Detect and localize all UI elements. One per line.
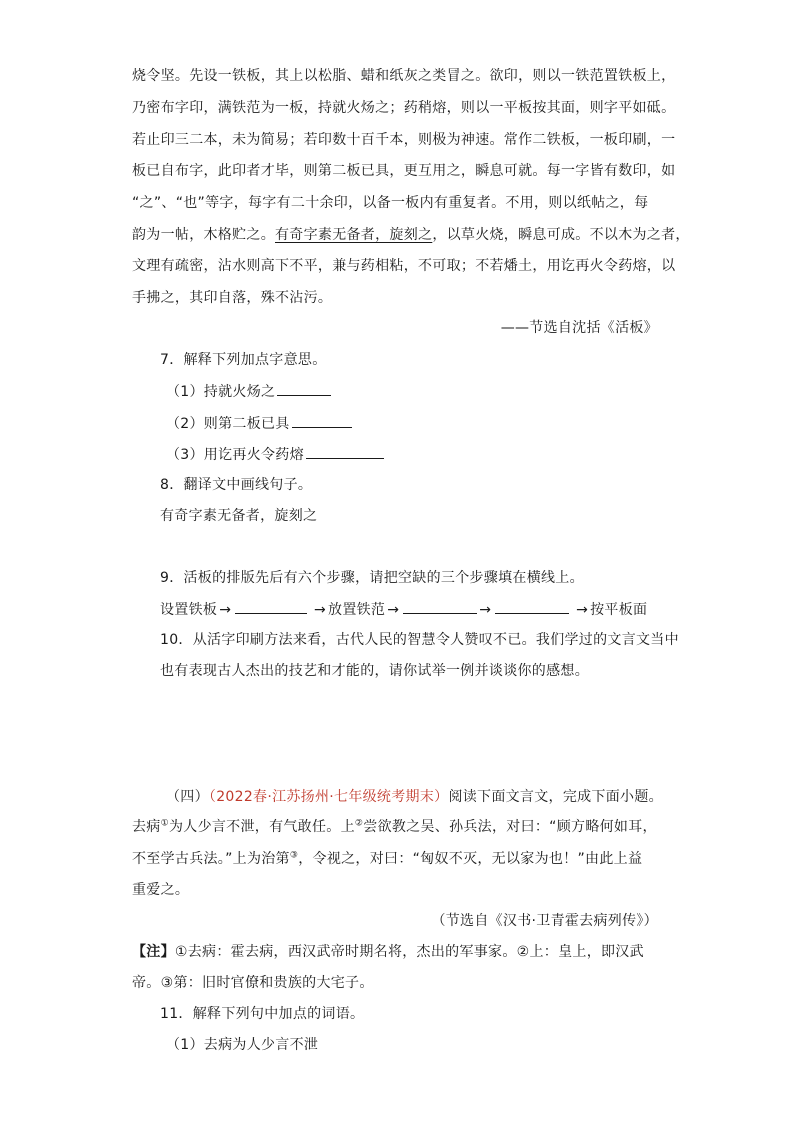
q10-line-2: 也有表现古人杰出的技艺和才能的，请你试举一例并谈谈你的感想。: [160, 663, 589, 679]
footnote-marker: ③: [289, 850, 299, 861]
passage-line-5: “之”、“也”等字，每字有二十余印，以备一板内有重复者。不用，则以纸帖之，每: [132, 195, 649, 211]
passage-line-3: 若止印三二本，未为简易；若印数十百千本，则极为神速。常作二铁板，一板印刷，一: [132, 132, 676, 148]
step-1: 设置铁板: [160, 602, 218, 618]
text: 尝欲教之吴、孙兵法，对曰：“顾方略何如耳，: [363, 819, 657, 835]
step-5-blank[interactable]: [495, 599, 569, 614]
passage-attribution: ——节选自沈括《活板》: [500, 320, 658, 336]
section4-source: （2022春·江苏扬州·七年级统考期末）: [208, 789, 449, 805]
step-3: 放置铁范: [328, 602, 386, 618]
q7-item-2-text: （2）则第二板已具: [166, 416, 290, 432]
section4-instruction: 阅读下面文言文，完成下面小题。: [448, 789, 663, 805]
section4-line-2: [132, 849, 642, 869]
note-label: 【注】: [132, 944, 175, 960]
q7-item-3: [166, 444, 384, 465]
answer-blank[interactable]: [306, 444, 384, 459]
text: 不至学古兵法。”上为治第: [132, 851, 290, 867]
q8-title: 8．翻译文中画线句子。: [160, 477, 313, 493]
step-6: 按平板面: [590, 602, 648, 618]
passage-line-6-pre: 韵为一帖，木格贮之。: [132, 227, 275, 243]
arrow-icon: →: [219, 602, 232, 618]
passage-line-1: 烧令坚。先设一铁板，其上以松脂、蜡和纸灰之类冒之。欲印，则以一铁范置铁板上，: [132, 68, 676, 84]
arrow-icon: →: [479, 602, 492, 618]
text: ，令视之，对曰：“匈奴不灭，无以家为也！”由此上益: [298, 851, 643, 867]
section4-attribution: （节选自《汉书·卫青霍去病列传》）: [431, 913, 658, 929]
q7-item-1: [166, 381, 331, 402]
underlined-sentence: 有奇字素无备者，旋刻之: [275, 227, 433, 243]
q7-item-1-text: （1）持就火炀之: [166, 384, 276, 400]
text: 去病: [132, 819, 161, 835]
passage-line-2: 乃密布字印，满铁范为一板，持就火炀之；药稍熔，则以一平板按其面，则字平如砥。: [132, 100, 676, 116]
step-4-blank[interactable]: [403, 599, 477, 614]
q7-title: 7．解释下列加点字意思。: [160, 352, 327, 368]
step-2-blank[interactable]: [235, 599, 307, 614]
arrow-icon: →: [387, 602, 400, 618]
answer-blank[interactable]: [292, 413, 352, 428]
section4-note-1: [132, 942, 644, 962]
q7-item-3-text: （3）用讫再火令药熔: [166, 447, 304, 463]
passage-line-6-post: ，以草火烧，瞬息可成。不以木为之者，: [432, 227, 690, 243]
passage-line-7: 文理有疏密，沾水则高下不平，兼与药相粘，不可取；不若燔土，用讫再火令药熔，以: [132, 258, 676, 274]
q9-title: 9．活板的排版先后有六个步骤，请把空缺的三个步骤填在横线上。: [160, 570, 584, 586]
section4-line-3: 重爱之。: [132, 882, 190, 898]
passage-line-4: 板已自布字，此印者才毕，则第二板已具，更互用之，瞬息可就。每一字皆有数印，如: [132, 163, 676, 179]
q7-item-2: [166, 413, 352, 434]
section4-note-2: 帝。③第：旧时官僚和贵族的大宅子。: [132, 975, 374, 991]
q8-sentence: 有奇字素无备者，旋刻之: [160, 508, 318, 524]
section4-label: （四）: [166, 789, 209, 805]
section4-header: [166, 787, 663, 807]
arrow-icon: →: [576, 602, 589, 618]
footnote-marker: ②: [354, 818, 364, 829]
arrow-icon: →: [314, 602, 327, 618]
passage-line-8: 手拂之，其印自落，殊不沾污。: [132, 290, 333, 306]
answer-blank[interactable]: [277, 381, 331, 396]
passage-line-6: [132, 225, 690, 245]
q10-line-1: 10．从活字印刷方法来看，古代人民的智慧令人赞叹不已。我们学过的文言文当中: [160, 632, 679, 648]
q11-title: 11．解释下列句中加点的词语。: [160, 1006, 365, 1022]
section4-line-1: [132, 817, 657, 837]
footnote-marker: ①: [160, 818, 169, 829]
text: 为人少言不泄，有气敢任。上: [168, 819, 355, 835]
note-text: ①去病：霍去病，西汉武帝时期名将，杰出的军事家。②上：皇上，即汉武: [174, 944, 644, 960]
q11-item-1: （1）去病为人少言不泄: [166, 1037, 319, 1053]
q9-steps: [160, 599, 647, 620]
